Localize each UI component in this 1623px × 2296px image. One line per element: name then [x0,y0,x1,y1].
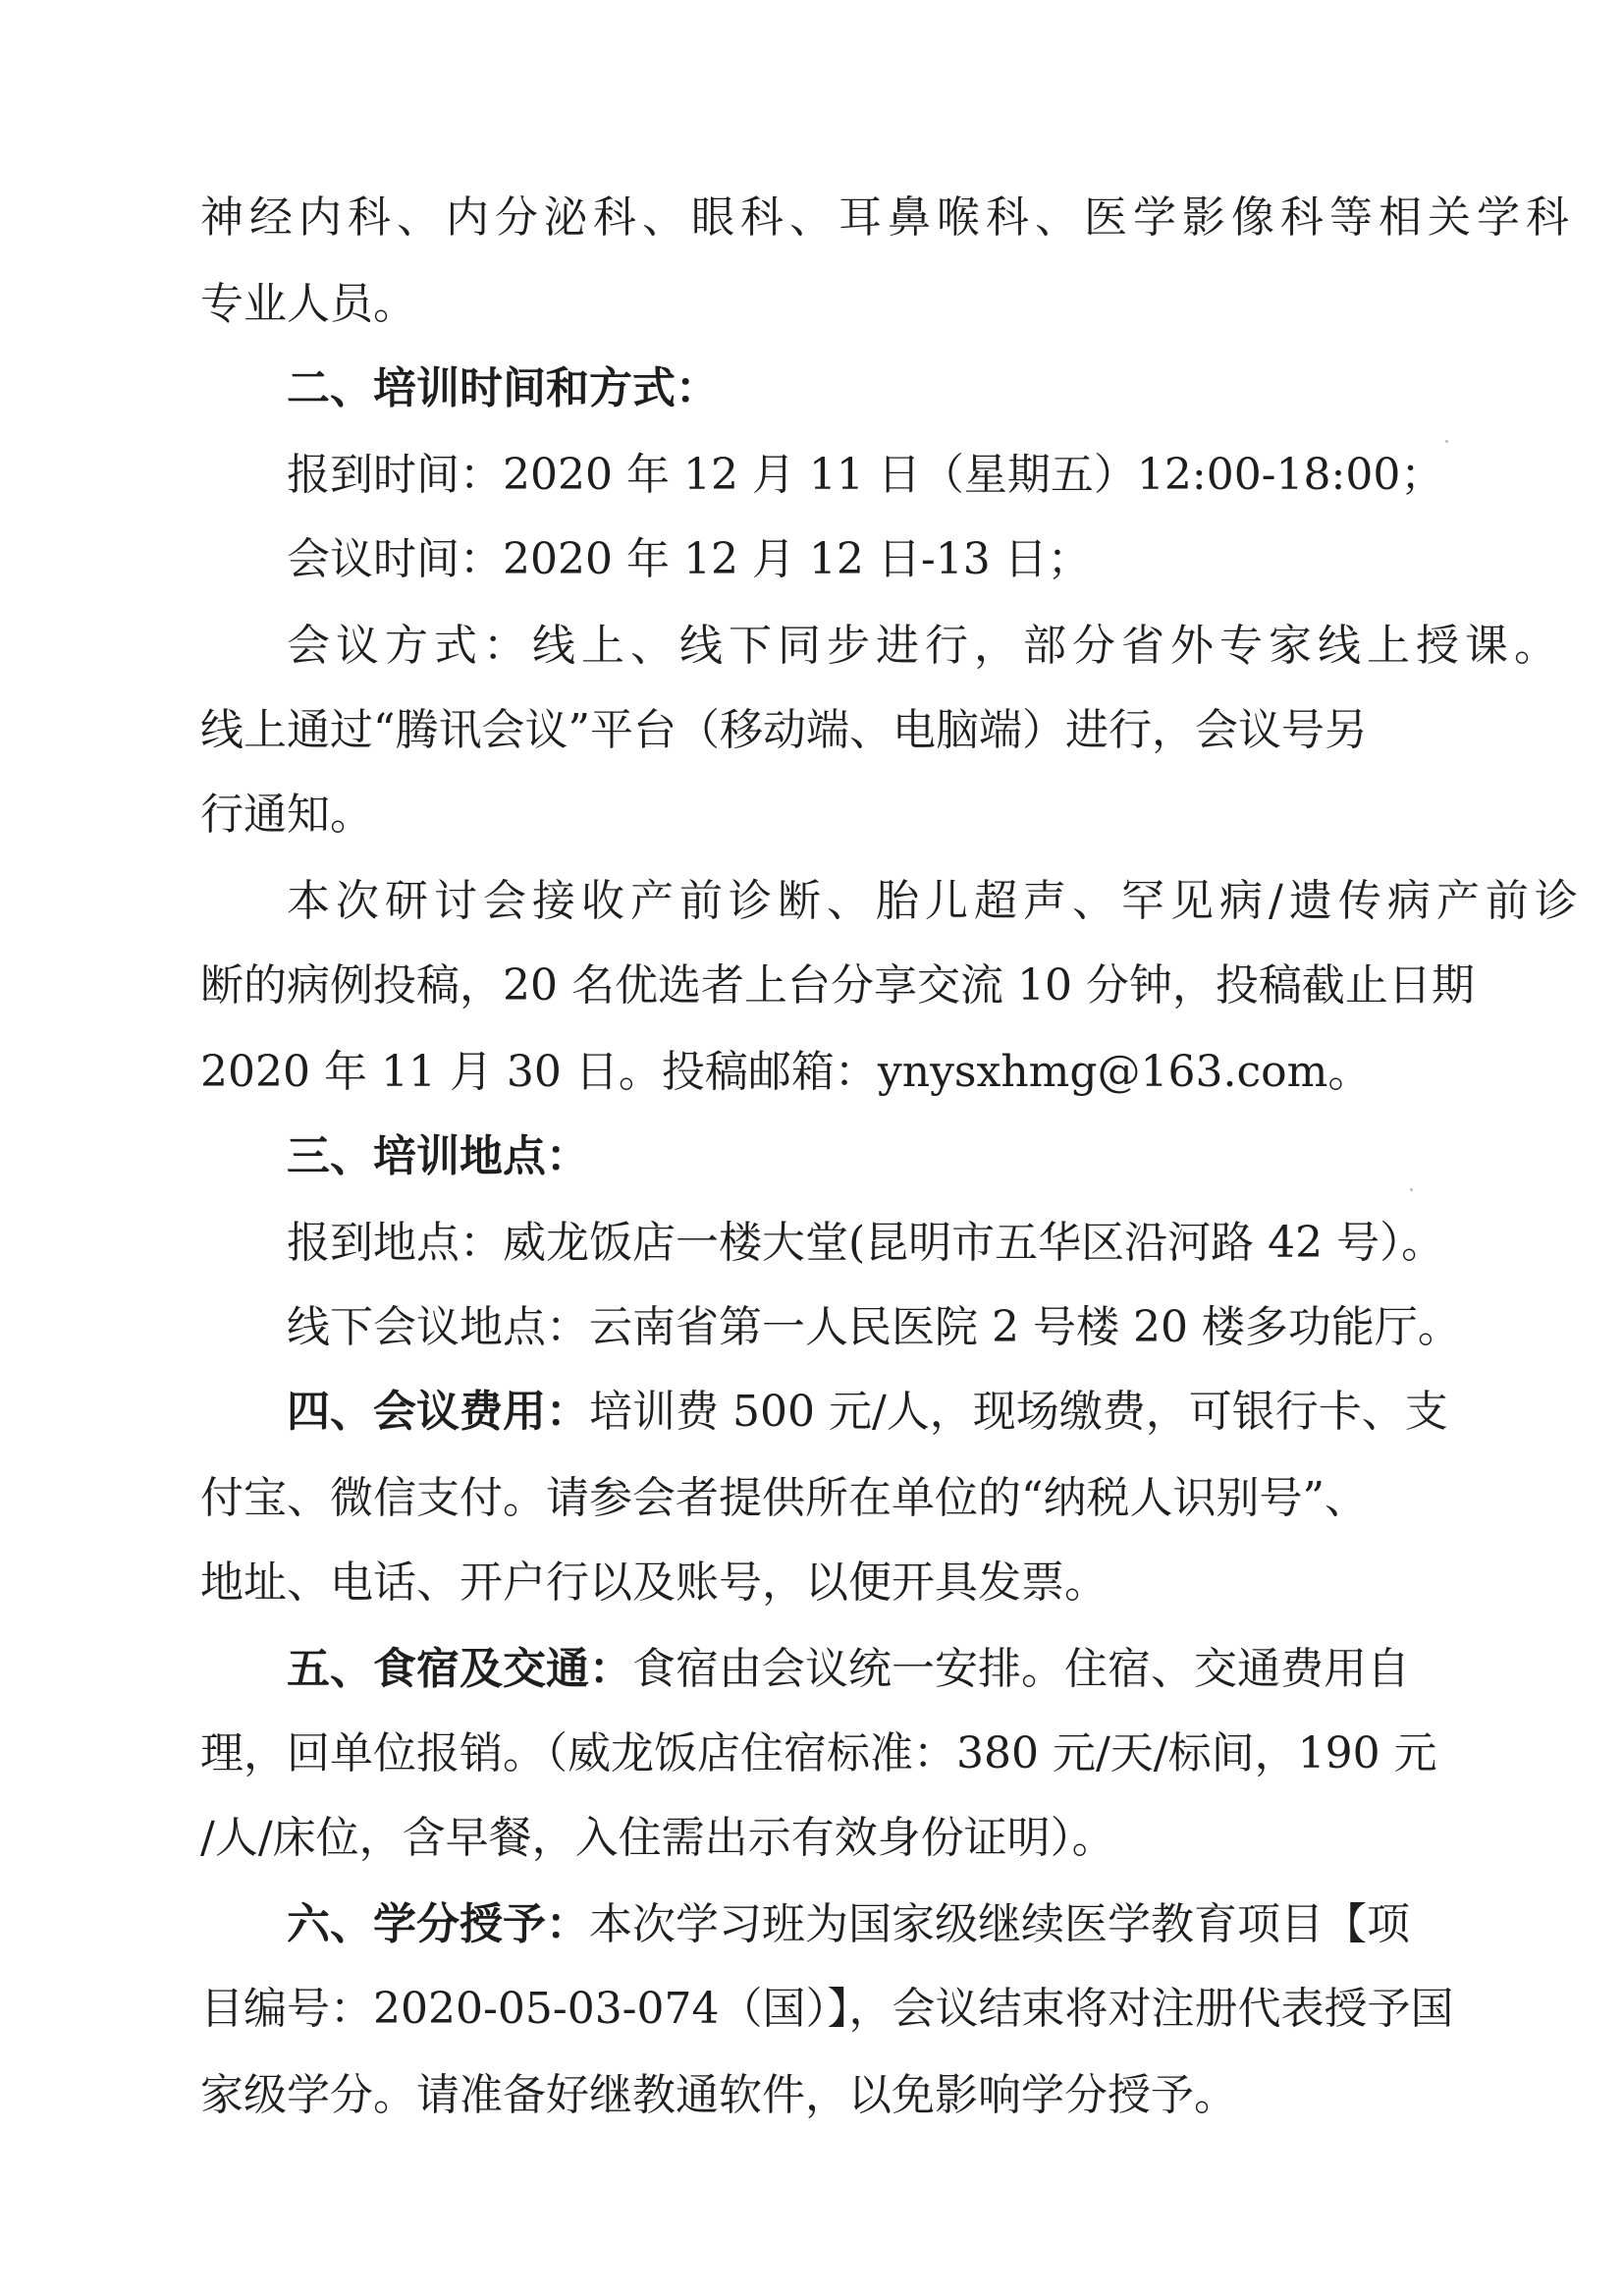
paragraph-line: 理，回单位报销。（威龙饭店住宿标准：380 元/天/标间，190 元 [200,1728,1437,1778]
paragraph-line [287,1895,1410,1954]
paragraph-line: 专业人员。 [200,279,416,329]
paragraph-line: 断的病例投稿，20 名优选者上台分享交流 10 分钟，投稿截止日期 [200,960,1475,1011]
paragraph-line: 行通知。 [200,790,373,840]
section-heading-inline: 五、食宿及交通： [287,1644,632,1694]
scan-speck [1410,1188,1413,1191]
paragraph-line: 神经内科、内分泌科、眼科、耳鼻喉科、医学影像科等相关学科 [200,192,1575,243]
paragraph-line: 报到时间：2020 年 12 月 11 日（星期五）12:00-18:00； [287,450,1444,500]
paragraph-line: 2020 年 11 月 30 日。投稿邮箱：ynysxhmg@163.com。 [200,1047,1372,1097]
paragraph-line: 线下会议地点：云南省第一人民医院 2 号楼 20 楼多功能厅。 [287,1302,1461,1352]
paragraph-line: 线上通过“腾讯会议”平台（移动端、电脑端）进行，会议号另 [200,705,1368,755]
paragraph-line: 会议时间：2020 年 12 月 12 日-13 日； [287,534,1091,584]
paragraph-line [287,1640,1410,1699]
paragraph-text: 本次学习班为国家级继续医学教育项目【项 [589,1899,1410,1949]
paragraph-line: 地址、电话、开户行以及账号，以便开具发票。 [200,1558,1108,1608]
section-heading-inline: 六、学分授予： [287,1899,589,1949]
paragraph-line: 报到地点：威龙饭店一楼大堂(昆明市五华区沿河路 42 号）。 [287,1218,1445,1268]
section-heading-inline: 四、会议费用： [287,1387,589,1437]
paragraph-text: 食宿由会议统一安排。住宿、交通费用自 [632,1644,1410,1694]
scan-speck [1445,440,1448,443]
paragraph-line: 付宝、微信支付。请参会者提供所在单位的“纳税人识别号”、 [200,1473,1368,1523]
paragraph-line: 本次研讨会接收产前诊断、胎儿超声、罕见病/遗传病产前诊 [287,876,1584,926]
paragraph-line: 家级学分。请准备好继教通软件，以免影响学分授予。 [200,2070,1237,2120]
paragraph-line [287,1383,1448,1442]
section-heading: 三、培训地点： [287,1131,589,1181]
paragraph-line: 会议方式：线上、线下同步进行，部分省外专家线上授课。 [287,621,1563,671]
paragraph-text: 培训费 500 元/人，现场缴费，可银行卡、支 [589,1387,1448,1437]
section-heading: 二、培训时间和方式： [287,363,719,413]
paragraph-line: /人/床位，含早餐，入住需出示有效身份证明）。 [200,1813,1115,1863]
paragraph-line: 目编号：2020-05-03-074（国）】，会议结束将对注册代表授予国 [200,1984,1454,2034]
